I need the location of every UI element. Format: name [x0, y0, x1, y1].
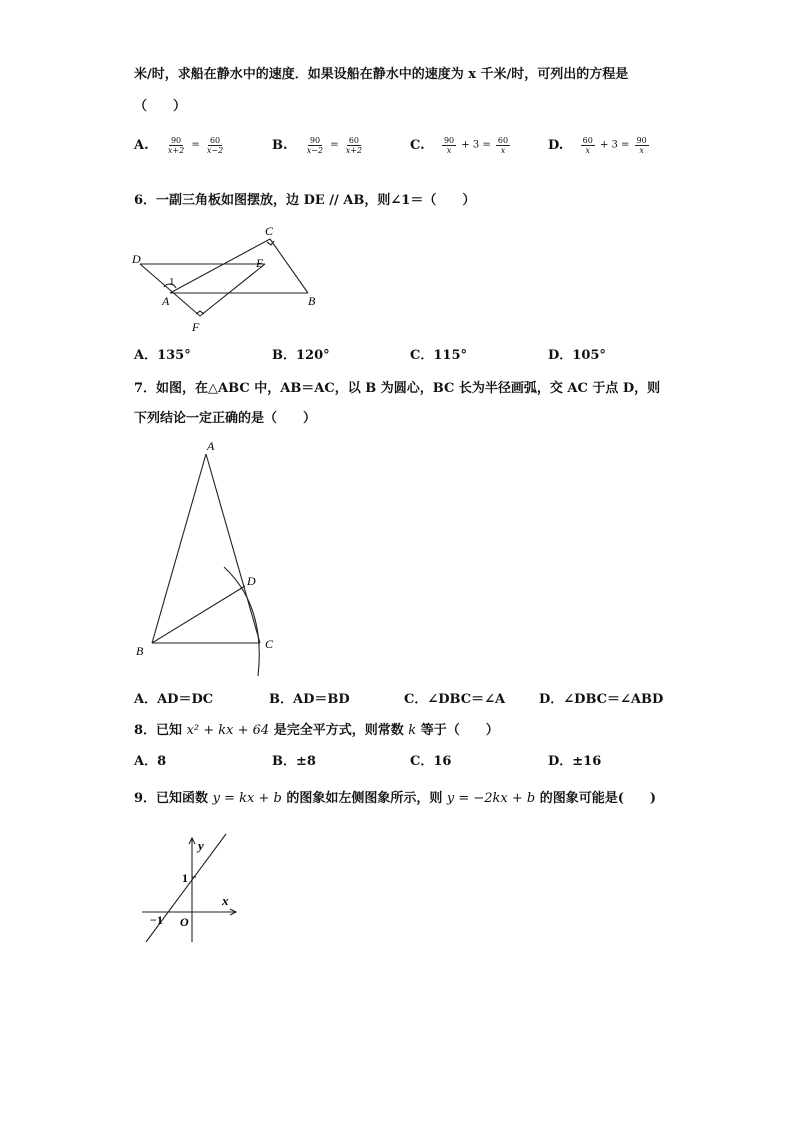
fraction: $\frac{90}{x}$ [636, 136, 647, 155]
q7-option-a[interactable]: A．AD＝DC [134, 692, 214, 707]
q6-option-d[interactable]: D．105° [548, 348, 606, 363]
q7-stem-line1: 7．如图，在△ABC 中，AB＝AC，以 B 为圆心，BC 长为半径画弧，交 AC 于点 D，则 [134, 381, 661, 396]
q8-option-c[interactable]: C．16 [410, 754, 452, 769]
q8-stem-post: 等于（ ） [420, 723, 499, 738]
q8-math-expression: x² + kx + 64 [186, 723, 270, 738]
label-d: D [247, 574, 256, 588]
q6-triangle-figure [130, 222, 330, 337]
q9-stem-mid: 的图象如左侧图象所示，则 [286, 791, 443, 806]
option-label: D. [548, 138, 564, 153]
q7-option-d[interactable]: D．∠DBC＝∠ABD [539, 692, 664, 707]
q5-stem-line2: （ ） [134, 99, 187, 114]
q8-option-a[interactable]: A．8 [134, 754, 167, 769]
label-a: A [162, 294, 170, 308]
label-f: F [192, 320, 200, 334]
label-c: C [265, 637, 274, 651]
label-neg-one: −1 [150, 913, 163, 927]
fraction: $\frac{90}{x}$ [443, 136, 455, 155]
label-d: D [132, 252, 141, 266]
fraction: $\frac{90}{x+2}$ [167, 136, 185, 155]
q9-math-function-1: y = kx + b [212, 791, 282, 806]
label-origin: O [180, 915, 189, 929]
q9-math-function-2: y = −2kx + b [446, 791, 536, 806]
label-x-axis: x [222, 893, 229, 908]
label-angle-1: 1 [169, 276, 175, 288]
fraction: $\frac{90}{x-2}$ [306, 136, 324, 155]
q7-stem-line2: 下列结论一定正确的是（ ） [134, 411, 317, 426]
q9-stem-pre: 9．已知函数 [134, 791, 209, 806]
q9-graph-figure [138, 830, 248, 945]
q5-option-b[interactable]: B. $\frac{90}{x-2}$ = $\frac{60}{x+2}$ [272, 136, 363, 155]
q6-option-a[interactable]: A．135° [134, 348, 191, 363]
q8-math-k: k [408, 723, 417, 738]
label-one: 1 [182, 871, 188, 885]
q6-stem: 6．一副三角板如图摆放，边 DE // AB，则∠1＝（ ） [134, 193, 476, 208]
q8-stem-mid: 是完全平方式，则常数 [273, 723, 404, 738]
fraction: $\frac{60}{x}$ [497, 136, 509, 155]
q8-stem-pre: 8．已知 [134, 723, 183, 738]
q5-option-c[interactable]: C. $\frac{90}{x}$ + 3 = $\frac{60}{x}$ [410, 136, 509, 155]
label-b: B [308, 294, 316, 308]
q7-isosceles-figure [128, 436, 288, 681]
fraction: $\frac{60}{x}$ [582, 136, 593, 155]
option-label: C. [410, 138, 425, 153]
q6-option-b[interactable]: B．120° [272, 348, 330, 363]
q8-stem [134, 722, 499, 740]
option-label: B. [272, 138, 288, 153]
q9-stem-post: 的图象可能是( ) [539, 791, 657, 806]
label-a: A [207, 439, 215, 453]
fraction: $\frac{60}{x-2}$ [206, 136, 224, 155]
label-e: E [256, 256, 264, 270]
label-b: B [136, 644, 144, 658]
q5-option-d[interactable]: D. $\frac{60}{x}$ + 3 = $\frac{90}{x}$ [548, 136, 647, 155]
q7-option-b[interactable]: B．AD＝BD [269, 692, 350, 707]
q9-stem [134, 790, 656, 808]
option-label: A. [134, 138, 149, 153]
q6-option-c[interactable]: C．115° [410, 348, 467, 363]
q8-option-b[interactable]: B．±8 [272, 754, 316, 769]
q5-option-a[interactable]: A. $\frac{90}{x+2}$ = $\frac{60}{x-2}$ [134, 136, 224, 155]
q7-option-c[interactable]: C．∠DBC＝∠A [404, 692, 506, 707]
q5-stem-line1: 米/时，求船在静水中的速度．如果设船在静水中的速度为 x 千米/时，可列出的方程是 [134, 67, 629, 82]
label-y-axis: y [198, 838, 204, 853]
q8-option-d[interactable]: D．±16 [548, 754, 602, 769]
label-c: C [265, 224, 274, 238]
fraction: $\frac{60}{x+2}$ [345, 136, 363, 155]
